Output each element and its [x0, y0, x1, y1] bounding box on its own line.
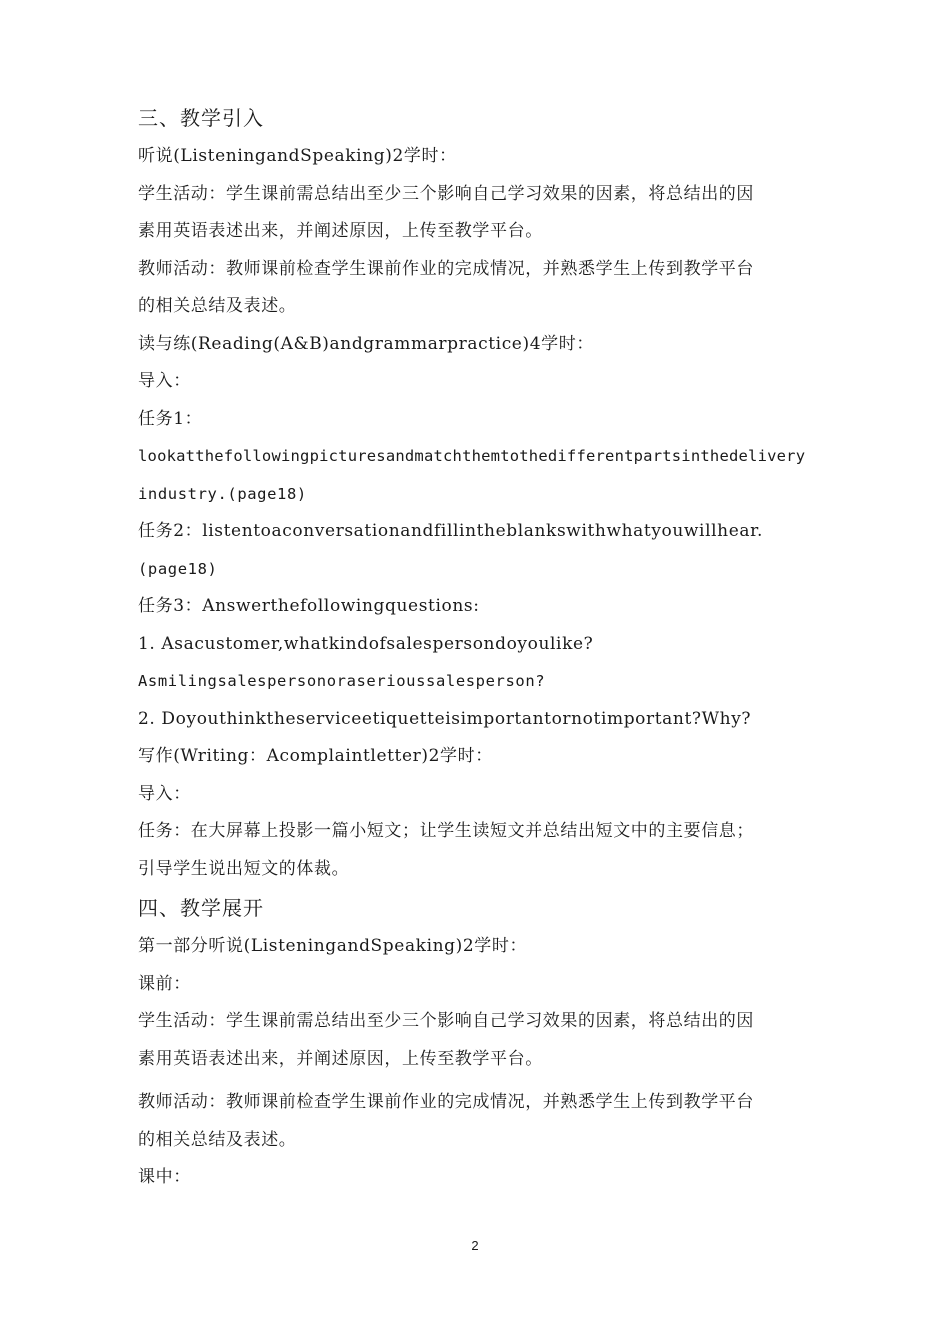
paragraph-line: 读与练(Reading(A&B)andgrammarpractice)4学时：	[138, 333, 594, 354]
paragraph-line: 素用英语表述出来，并阐述原因，上传至教学平台。	[138, 221, 543, 241]
page-number: 2	[471, 1238, 479, 1253]
paragraph-line: 任务：在大屏幕上投影一篇小短文；让学生读短文并总结出短文中的主要信息；	[138, 821, 754, 841]
paragraph-line: 任务2：listentoaconversationandfillintheblankswithwhatyouwillhear.	[138, 521, 763, 541]
paragraph-line: 任务3：Answerthefollowingquestions:	[138, 596, 480, 616]
paragraph-line: 导入：	[138, 783, 191, 804]
paragraph-line: 素用英语表述出来，并阐述原因，上传至教学平台。	[138, 1048, 543, 1069]
numbered-question-2: 2. Doyouthinktheserviceetiquetteisimportantornotimportant?Why?	[138, 708, 752, 729]
paragraph-line: 听说(ListeningandSpeaking)2学时：	[138, 146, 457, 166]
page-body	[138, 102, 818, 1197]
paragraph-line: 教师活动：教师课前检查学生课前作业的完成情况，并熟悉学生上传到教学平台	[138, 258, 754, 279]
paragraph-line: 课前：	[138, 973, 191, 994]
paragraph-line: Asmilingsalespersonoraserioussalesperson?	[138, 672, 546, 690]
paragraph-line: (page18)	[138, 559, 218, 578]
paragraph-line: lookatthefollowingpicturesandmatchthemtothedifferentpartsinthedelivery	[138, 447, 806, 465]
paragraph-line: 第一部分听说(ListeningandSpeaking)2学时：	[138, 936, 528, 956]
paragraph-line: 导入：	[138, 371, 191, 391]
paragraph-line: 写作(Writing：Acomplaintletter)2学时：	[138, 746, 493, 766]
paragraph-line: 学生活动：学生课前需总结出至少三个影响自己学习效果的因素，将总结出的因	[138, 183, 754, 204]
paragraph-line: 的相关总结及表述。	[138, 296, 297, 316]
paragraph-line: 任务1：	[138, 408, 203, 429]
section-heading-3: 三、教学引入	[138, 106, 264, 130]
numbered-question-1: 1. Asacustomer,whatkindofsalespersondoyoulike?	[138, 633, 594, 654]
paragraph-line: 教师活动：教师课前检查学生课前作业的完成情况，并熟悉学生上传到教学平台	[138, 1092, 754, 1112]
section-heading-4: 四、教学展开	[138, 896, 264, 920]
paragraph-line: 课中：	[138, 1167, 191, 1187]
paragraph-line: 学生活动：学生课前需总结出至少三个影响自己学习效果的因素，将总结出的因	[138, 1011, 754, 1031]
paragraph-line: industry.(page18)	[138, 484, 307, 503]
paragraph-line: 引导学生说出短文的体裁。	[138, 858, 350, 879]
paragraph-line: 的相关总结及表述。	[138, 1129, 297, 1150]
